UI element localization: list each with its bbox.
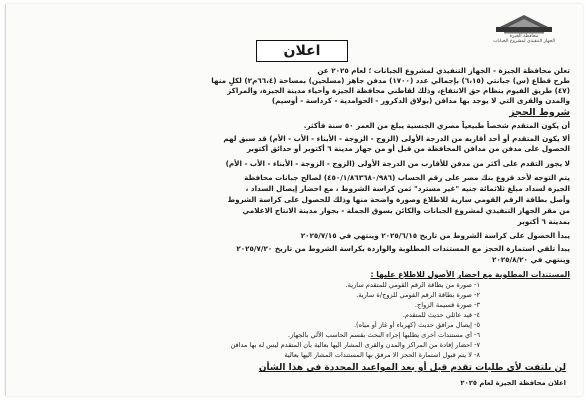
- condition-line-1: أن يكون المتقدم شخصاً طبيعياً مصري الجنسية يبلغ من العمر ٥٠ سنة فأكثر.: [303, 121, 570, 130]
- dates-line-2: يبدأ تلقي استمارة الحجز مع المستندات المطلوبة والواردة بكراسة الشروط من تاريخ ٢٠٢٥/٧/٢٠: [236, 244, 570, 253]
- intro-line-1: تعلن محافظة الجيزة - الجهاز التنفيذي لمشروع الجبانات ؛ لعام ٢٠٢٥ عن: [317, 66, 570, 75]
- condition-line-8: من مقر الجهاز التنفيذي لمشروع الجبانات والكائن بسوق الجملة - بجوار مدينة الانتاج الاعلامي: [242, 206, 570, 215]
- governorate-logo: [476, 12, 572, 46]
- intro-line-4: والمدن والقرى التي لا يوجد بها مدافن (بولاق الدكرور - الحوامدية - كرداسة - أوسيم): [271, 96, 570, 105]
- dates-line-3: وينتهي في ٢٠٢٥/٨/٢٠: [491, 255, 570, 264]
- condition-line-3: الحصول على مدفن من مدافن المحافظة من قبل أو من جهاز مدينة ٦ أكتوبر أو حدائق أكتوبر: [246, 144, 570, 153]
- document-item-6: ٦- أي مستندات أخرى يطلبها إجراء البحث بقسم الحاسب الآلي بالجهاز.: [287, 331, 480, 339]
- announcement-paper: [5, 4, 583, 396]
- announcement-sheet: [16, 10, 576, 394]
- condition-line-6: الجيزة لسداد مبلغ ثلاثمائة جنيه "غير مسترد" ثمن كراسة الشروط ، مع احضار إيصال السداد ،: [245, 184, 570, 193]
- final-note: لن يلتفت لأي طلبات تقدم قبل أو بعد المواعيد المحددة في هذا الشأن: [258, 363, 566, 373]
- condition-line-4: لا يجوز التقدم على أكثر من مدفن للأقارب من الدرجة الأولى (الزوج - الزوجة - الأبناء - الأب - الأم): [225, 159, 570, 168]
- conditions-heading: شروط الحجز: [509, 107, 570, 118]
- document-item-5: ٥- إيصال مرافق حديث (كهرباء أو غاز أو مياه).: [353, 321, 480, 329]
- document-item-3: ٣- صورة قسيمة الزواج.: [414, 301, 480, 309]
- document-item-1: ١- صورة من بطاقة الرقم القومي للمتقدم سارية.: [345, 281, 480, 289]
- logo-line-1: محافظة الجيزة: [509, 34, 539, 39]
- document-item-7: ٧- احضار إفادة من المراكز والمدن والقرى المشار اليها بعالية بأن المتقدم ليس له بها مدافن: [230, 341, 480, 349]
- governorate-emblem-icon: [494, 12, 554, 34]
- document-item-2: ٢- صورة بطاقة الرقم القومي للزوج/ة سارية.: [356, 291, 480, 299]
- condition-line-5: يتم التوجه لأحد فروع بنك مصر على رقم الحساب (٤٥٠/١/٨٦٣٦٨٠/٩٨٦) لصالح جبانات محافظة: [244, 173, 570, 182]
- logo-line-2: الجهاز التنفيذي لمشروع الجبانات: [493, 39, 555, 44]
- announcement-title: اعلان: [256, 40, 348, 62]
- dates-line-1: يبدأ الحصول على كراسة الشروط من تاريخ ٢٠٢٥/٦/١٥ وينتهي في ٢٠٢٥/٧/١٥: [300, 231, 570, 240]
- condition-line-7: وأصل بطاقة الرقم القومي سارية للاطلاع وصورة واضحة منها وذلك للحصول على كراسة الشروط: [227, 195, 570, 204]
- condition-line-9: بمدينة ٦ أكتوبر: [517, 217, 570, 226]
- document-item-4: ٤- قيد عائلي حديث للمتقدم.: [402, 311, 480, 319]
- announcement-footer: اعلان محافظة الجيزة لعام ٢٠٢٥: [460, 379, 566, 387]
- condition-line-2: ألا يكون المتقدم أو أحد أقاربه من الدرجة الأولى (الزوج - الزوجة - الأبناء - الأب - الأم) قد سبق لهم: [223, 134, 570, 143]
- document-item-8: ٨- لا يتم قبول استمارة الحجز الا مرفق بها المستندات المشار اليها بعالية: [284, 351, 480, 359]
- intro-line-2: طرح قطاع (س) جبانتي (٦،١٥) بإجمالي عدد (١٧٠٠) مدفن جاهز (مسلحين) بمساحة (٦٦،٤م٢) لكلٍ منها: [211, 76, 570, 85]
- intro-line-3: (٤٧) طريق الفيوم بنظام حق الانتفاع، وذلك لقاطني محافظة الجيزة وأحياء مدينة الجيزة، والمراكز: [227, 86, 570, 95]
- documents-heading: المستندات المطلوبة مع احضار الأصول للاطلاع عليها :: [370, 270, 570, 279]
